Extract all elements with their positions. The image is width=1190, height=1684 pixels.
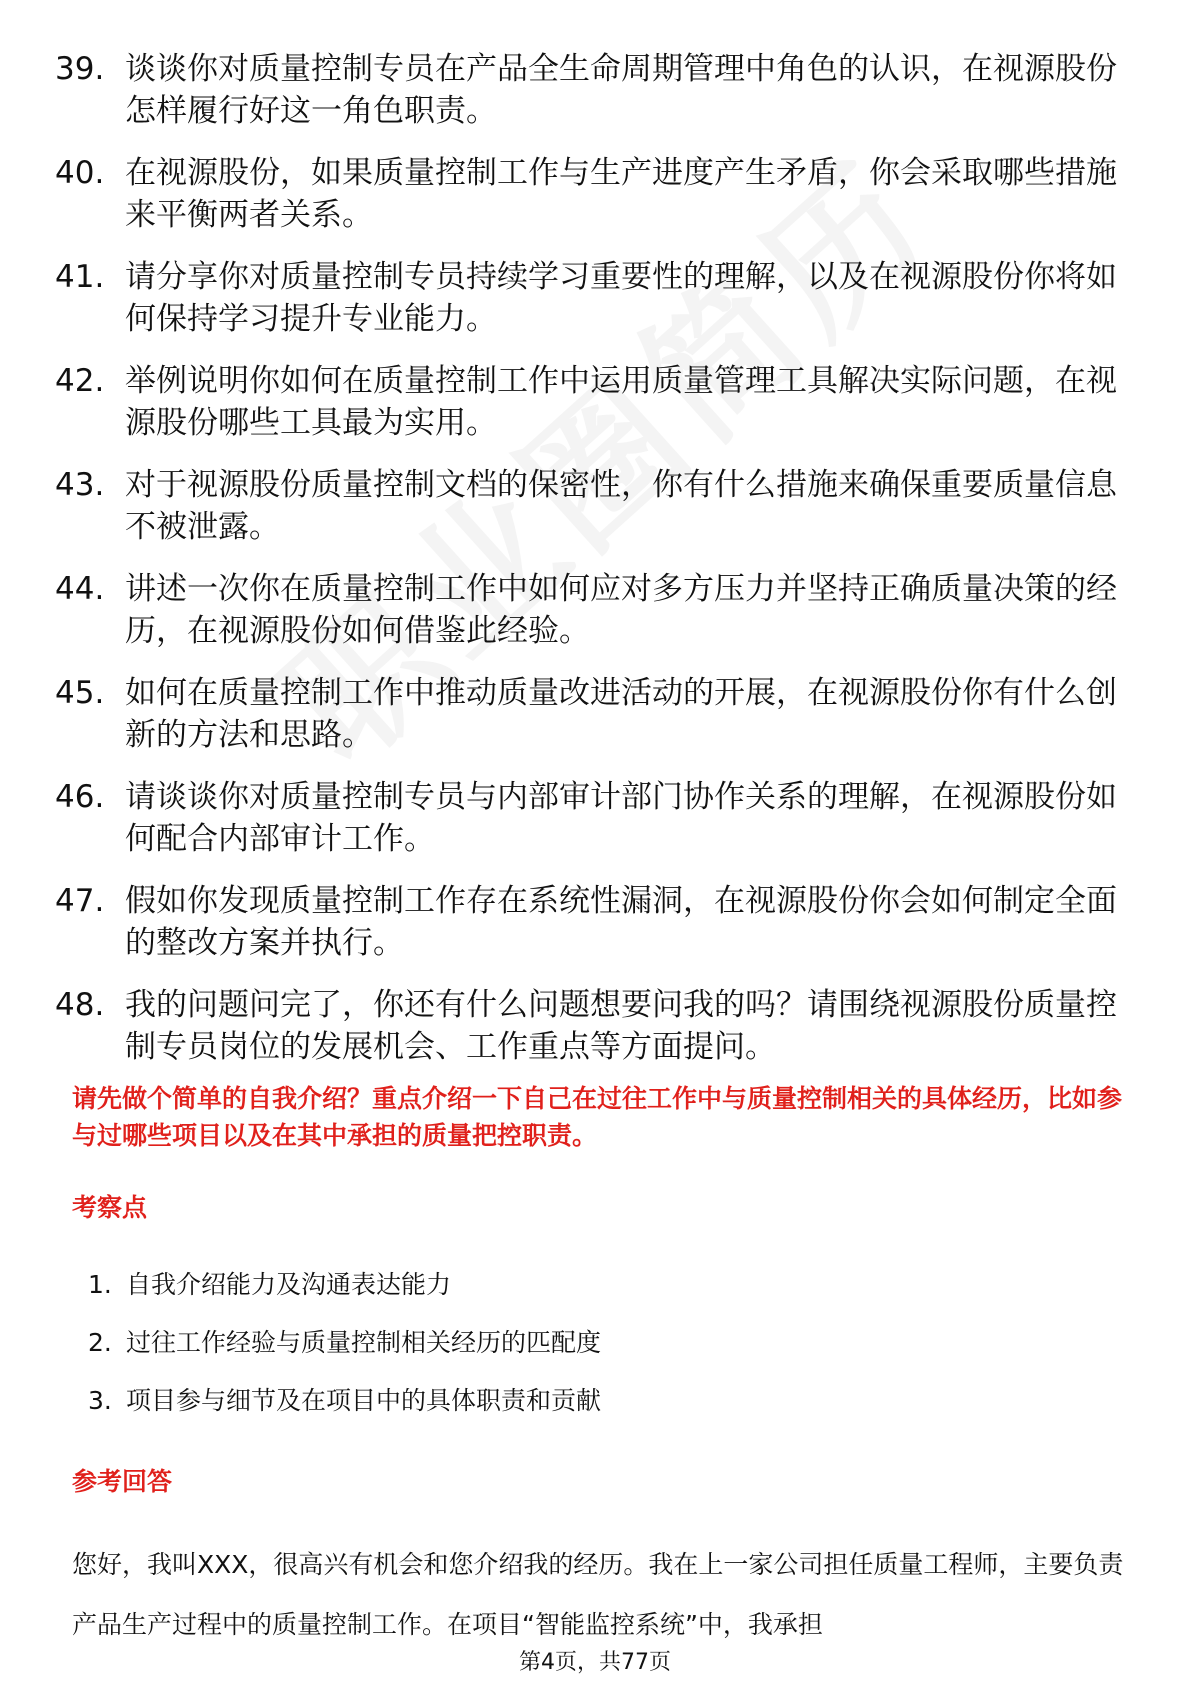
question-text: 我的问题问完了，你还有什么问题想要问我的吗？请围绕视源股份质量控制专员岗位的发展机会、工作重点等方面提问。 — [125, 987, 1117, 1065]
question-text: 举例说明你如何在质量控制工作中运用质量管理工具解决实际问题，在视源股份哪些工具最为实用。 — [125, 363, 1117, 441]
question-text: 谈谈你对质量控制专员在产品全生命周期管理中角色的认识，在视源股份怎样履行好这一角色职责。 — [125, 51, 1117, 129]
assessment-number: 1. — [88, 1270, 112, 1299]
question-number: 44. — [55, 571, 105, 607]
question-text: 讲述一次你在质量控制工作中如何应对多方压力并坚持正确质量决策的经历，在视源股份如何借鉴此经验。 — [125, 571, 1117, 649]
question-item — [55, 48, 1140, 132]
question-text: 在视源股份，如果质量控制工作与生产进度产生矛盾，你会采取哪些措施来平衡两者关系。 — [125, 155, 1117, 233]
assessment-text: 项目参与细节及在项目中的具体职责和贡献 — [126, 1386, 602, 1415]
question-number: 39. — [55, 51, 105, 87]
assessment-list — [88, 1268, 601, 1442]
question-text: 假如你发现质量控制工作存在系统性漏洞，在视源股份你会如何制定全面的整改方案并执行。 — [125, 883, 1117, 961]
assessment-number: 2. — [88, 1328, 112, 1357]
question-item — [55, 152, 1140, 236]
question-item — [55, 672, 1140, 756]
assessment-text: 自我介绍能力及沟通表达能力 — [126, 1270, 452, 1299]
question-item — [55, 984, 1140, 1068]
question-number: 48. — [55, 987, 105, 1023]
featured-question: 请先做个简单的自我介绍？重点介绍一下自己在过往工作中与质量控制相关的具体经历，比如参与过哪些项目以及在其中承担的质量把控职责。 — [72, 1084, 1123, 1150]
assessment-text: 过往工作经验与质量控制相关经历的匹配度 — [126, 1328, 602, 1357]
question-list — [55, 48, 1140, 1088]
question-number: 45. — [55, 675, 105, 711]
question-item — [55, 256, 1140, 340]
question-item — [55, 776, 1140, 860]
assessment-number: 3. — [88, 1386, 112, 1415]
reference-heading: 参考回答 — [72, 1467, 173, 1496]
question-item — [55, 568, 1140, 652]
question-text: 请谈谈你对质量控制专员与内部审计部门协作关系的理解，在视源股份如何配合内部审计工作。 — [125, 779, 1117, 857]
question-number: 46. — [55, 779, 105, 815]
question-text: 对于视源股份质量控制文档的保密性，你有什么措施来确保重要质量信息不被泄露。 — [125, 467, 1117, 545]
question-number: 40. — [55, 155, 105, 191]
question-number: 43. — [55, 467, 105, 503]
page-footer: 第4页，共77页 — [519, 1650, 671, 1675]
reference-answer: 您好，我叫XXX，很高兴有机会和您介绍我的经历。我在上一家公司担任质量工程师，主要负责产品生产过程中的质量控制工作。在项目“智能监控系统”中，我承担 — [72, 1550, 1124, 1639]
question-item — [55, 464, 1140, 548]
question-text: 请分享你对质量控制专员持续学习重要性的理解，以及在视源股份你将如何保持学习提升专业能力。 — [125, 259, 1117, 337]
assessment-item — [88, 1268, 601, 1302]
question-item — [55, 880, 1140, 964]
question-item — [55, 360, 1140, 444]
question-number: 41. — [55, 259, 105, 295]
assessment-item — [88, 1326, 601, 1360]
question-number: 47. — [55, 883, 105, 919]
question-number: 42. — [55, 363, 105, 399]
question-text: 如何在质量控制工作中推动质量改进活动的开展，在视源股份你有什么创新的方法和思路。 — [125, 675, 1117, 753]
assessment-item — [88, 1384, 601, 1418]
assessment-heading: 考察点 — [72, 1193, 148, 1222]
